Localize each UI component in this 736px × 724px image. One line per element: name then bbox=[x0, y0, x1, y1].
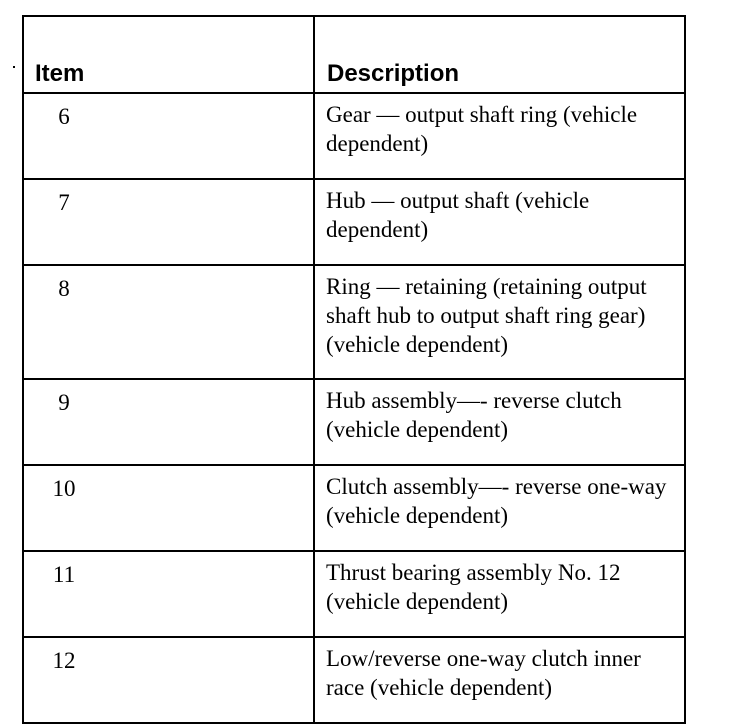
description-cell: Low/reverse one-way clutch inner race (vehicle dependent) bbox=[314, 637, 685, 723]
item-number: 10 bbox=[52, 476, 76, 501]
description-cell: Gear — output shaft ring (vehicle dependent) bbox=[314, 93, 685, 179]
description-column-header bbox=[314, 16, 685, 93]
description-header-label: Description bbox=[327, 60, 460, 87]
item-column-header bbox=[23, 16, 314, 93]
item-cell bbox=[23, 93, 314, 179]
item-cell bbox=[23, 465, 314, 551]
item-number: 7 bbox=[58, 190, 70, 215]
description-cell: Ring — retaining (retaining output shaft hub to output shaft ring gear) (vehicle dependent) bbox=[314, 265, 685, 379]
item-cell bbox=[23, 179, 314, 265]
table-row bbox=[23, 265, 685, 379]
table-row bbox=[23, 379, 685, 465]
table-row bbox=[23, 637, 685, 723]
item-number: 12 bbox=[52, 648, 76, 673]
item-number: 9 bbox=[58, 390, 70, 415]
item-cell bbox=[23, 551, 314, 637]
item-cell bbox=[23, 637, 314, 723]
table-row bbox=[23, 551, 685, 637]
table-row bbox=[23, 93, 685, 179]
table-row bbox=[23, 465, 685, 551]
description-cell: Hub — output shaft (vehicle dependent) bbox=[314, 179, 685, 265]
item-number: 11 bbox=[52, 562, 76, 587]
table-header-row bbox=[23, 16, 685, 93]
item-cell bbox=[23, 379, 314, 465]
table-row bbox=[23, 179, 685, 265]
item-cell bbox=[23, 265, 314, 379]
stray-mark bbox=[13, 66, 15, 68]
description-cell: Thrust bearing assembly No. 12 (vehicle dependent) bbox=[314, 551, 685, 637]
parts-table bbox=[22, 15, 686, 724]
item-header-label: Item bbox=[35, 60, 85, 87]
item-number: 8 bbox=[58, 276, 70, 301]
item-number: 6 bbox=[58, 104, 70, 129]
description-cell: Clutch assembly—- reverse one-way (vehicle dependent) bbox=[314, 465, 685, 551]
description-cell: Hub assembly—- reverse clutch (vehicle dependent) bbox=[314, 379, 685, 465]
